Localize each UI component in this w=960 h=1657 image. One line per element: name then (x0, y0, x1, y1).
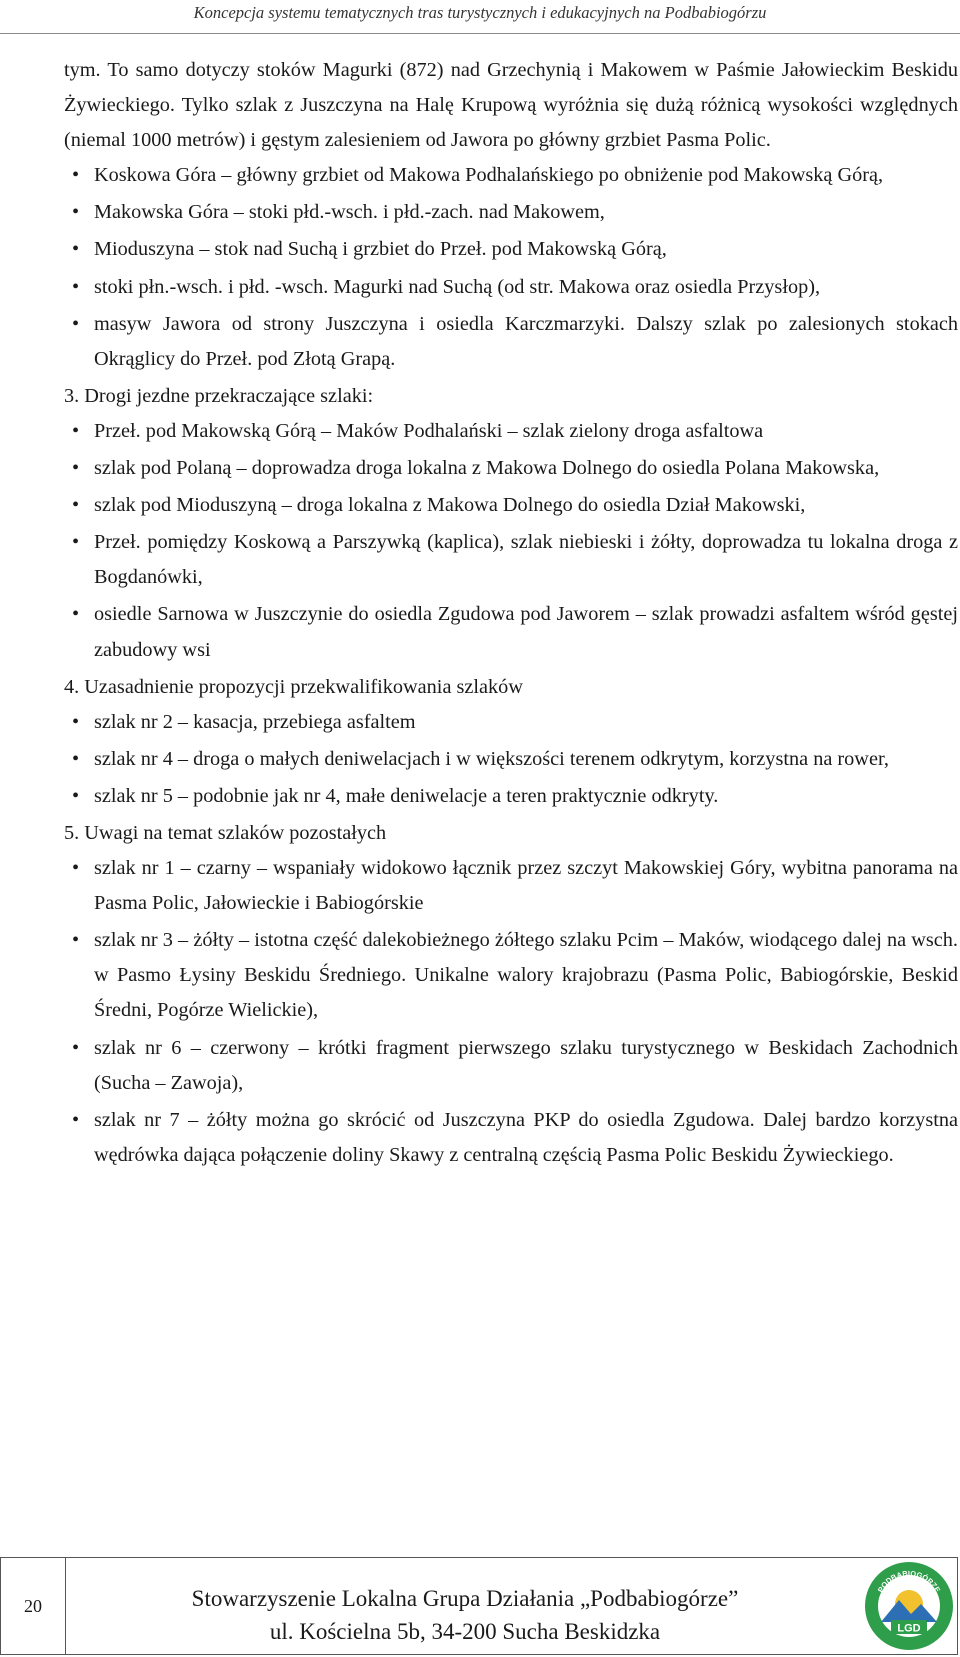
list-item: • Mioduszyna – stok nad Suchą i grzbiet do Przeł. pod Makowską Górą, (64, 232, 958, 267)
list-item: • masyw Jawora od strony Juszczyna i osiedla Karczmarzyki. Dalszy szlak po zalesionych stokach Okrąglicy do Przeł. pod Złotą Grapą. (64, 307, 958, 377)
footer (0, 1557, 958, 1655)
list-item: • szlak nr 2 – kasacja, przebiega asfaltem (64, 705, 958, 740)
list-item: • Makowska Góra – stoki płd.-wsch. i płd.-zach. nad Makowem, (64, 195, 958, 230)
list-item: • szlak nr 1 – czarny – wspaniały widokowo łącznik przez szczyt Makowskiej Góry, wybitna panorama na Pasma Polic, Jałowieckie i Babiogórskie (64, 851, 958, 921)
list-item: • szlak pod Mioduszyną – droga lokalna z Makowa Dolnego do osiedla Dział Makowski, (64, 488, 958, 523)
lgd-logo-icon (863, 1560, 955, 1652)
organization-name: Stowarzyszenie Lokalna Grupa Działania „Podbabiogórze” (191, 1586, 739, 1611)
list-item: • Przeł. pomiędzy Koskową a Parszywką (kaplica), szlak niebieski i żółty, doprowadza tu lokalna droga z Bogdanówki, (64, 525, 958, 595)
header-rule (0, 33, 960, 34)
footer-text (65, 1582, 865, 1648)
list-item: • szlak pod Polaną – doprowadza droga lokalna z Makowa Dolnego do osiedla Polana Makowska, (64, 451, 958, 486)
section-heading: 5. Uwagi na temat szlaków pozostałych (64, 821, 387, 844)
list-item: • szlak nr 7 – żółty można go skrócić od Juszczyna PKP do osiedla Zgudowa. Dalej bardzo korzystna wędrówka dająca połączenie doliny Skawy z centralną częścią Pasma Polic Beskidu Żywieckiego. (64, 1103, 958, 1173)
logo-badge-text: LGD (897, 1622, 921, 1635)
organization-address: ul. Kościelna 5b, 34-200 Sucha Beskidzka (269, 1619, 661, 1644)
page-content (64, 53, 958, 1175)
intro-paragraph: tym. To samo dotyczy stoków Magurki (872) nad Grzechynią i Makowem w Paśmie Jałowieckim Beskidu Żywieckiego. Tylko szlak z Juszczyna na Halę Krupową wyróżnia się dużą różnicą wysokości względnych (niemal 1000 metrów) i gęstym zalesieniem od Jawora po główny grzbiet Pasma Polic. (64, 59, 958, 152)
running-header: Koncepcja systemu tematycznych tras turystycznych i edukacyjnych na Podbabiogórzu (193, 3, 767, 22)
section-heading: 3. Drogi jezdne przekraczające szlaki: (64, 384, 374, 407)
list-item: • osiedle Sarnowa w Juszczynie do osiedla Zgudowa pod Jaworem – szlak prowadzi asfaltem wśród gęstej zabudowy wsi (64, 597, 958, 667)
list-item: • szlak nr 3 – żółty – istotna część dalekobieżnego żółtego szlaku Pcim – Maków, wiodącego dalej na wsch. w Pasmo Łysiny Beskidu Średniego. Unikalne walory krajobrazu (Pasma Polic, Babiogórskie, Beskid Średni, Pogórze Wielickie), (64, 923, 958, 1028)
section-list (64, 705, 958, 814)
list-item: • szlak nr 6 – czerwony – krótki fragment pierwszego szlaku turystycznego w Beskidach Zachodnich (Sucha – Zawoja), (64, 1031, 958, 1101)
list-item: • Przeł. pod Makowską Górą – Maków Podhalański – szlak zielony droga asfaltowa (64, 414, 958, 449)
section-list (64, 414, 958, 668)
list-item: • stoki płn.-wsch. i płd. -wsch. Magurki nad Suchą (od str. Makowa oraz osiedla Przysłop), (64, 270, 958, 305)
intro-list (64, 158, 958, 377)
section-heading: 4. Uzasadnienie propozycji przekwalifikowania szlaków (64, 675, 523, 698)
logo-arc-textpath: PODBABIOGÓRZE (875, 1568, 943, 1594)
page-number: 20 (24, 1595, 42, 1616)
list-item: • szlak nr 4 – droga o małych deniwelacjach i w większości terenem odkrytym, korzystna na rower, (64, 742, 958, 777)
list-item: • szlak nr 5 – podobnie jak nr 4, małe deniwelacje a teren praktycznie odkryty. (64, 779, 958, 814)
section-list (64, 851, 958, 1173)
lgd-logo-graphic (863, 1560, 955, 1652)
list-item: • Koskowa Góra – główny grzbiet od Makowa Podhalańskiego po obniżenie pod Makowską Górą, (64, 158, 958, 193)
